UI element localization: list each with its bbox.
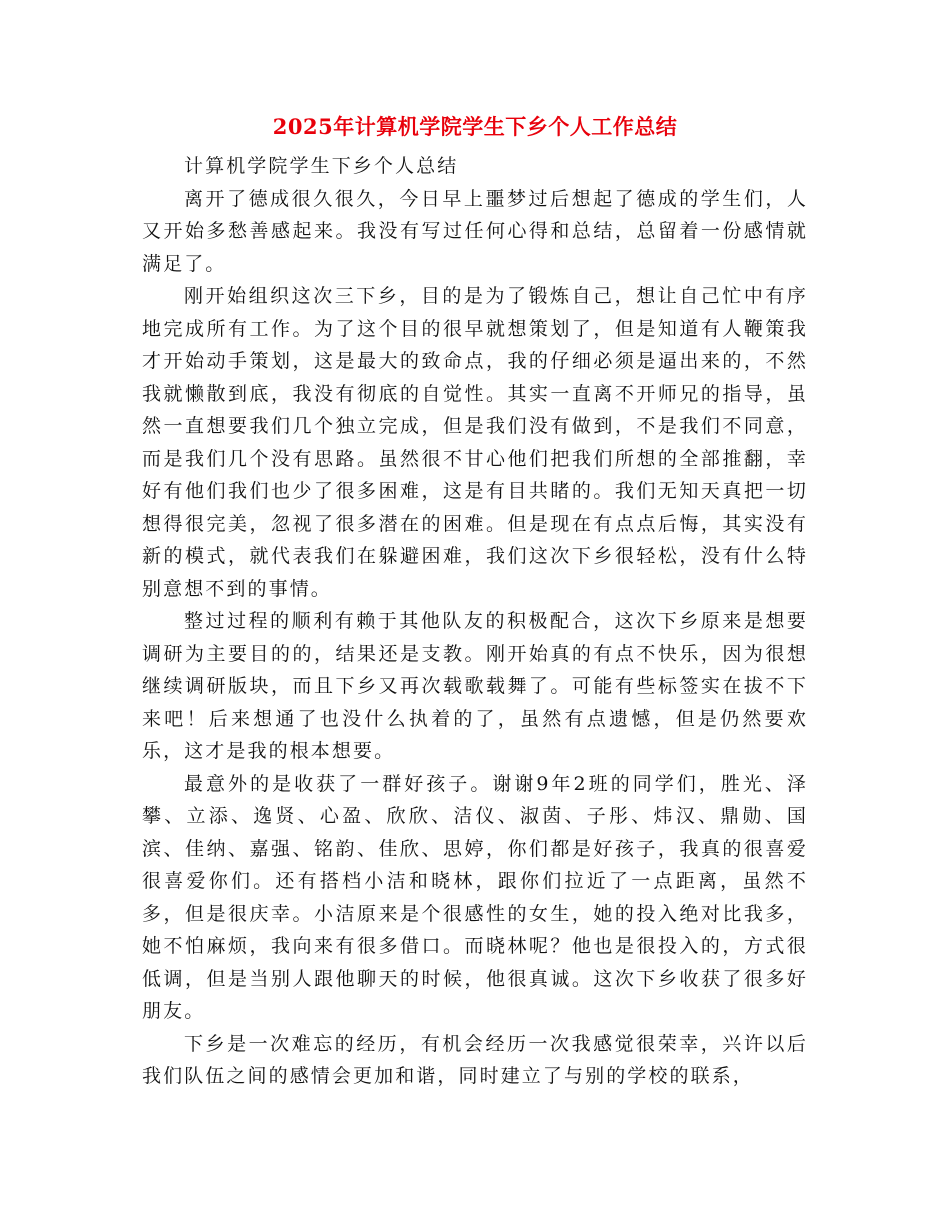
paragraph-5: 下乡是一次难忘的经历，有机会经历一次我感觉很荣幸，兴许以后我们队伍之间的感情会更加和谐，同时建立了与别的学校的联系， xyxy=(142,1032,808,1087)
document-title: 2025年计算机学院学生下乡个人工作总结 xyxy=(272,114,678,139)
paragraph-1: 离开了德成很久很久，今日早上噩梦过后想起了德成的学生们，人又开始多愁善感起来。我没有写过任何心得和总结，总留着一份感情就满足了。 xyxy=(142,187,808,275)
paragraph-3: 整过过程的顺利有赖于其他队友的积极配合，这次下乡原来是想要调研为主要目的的，结果还是支教。刚开始真的有点不快乐，因为很想继续调研版块，而且下乡又再次载歌载舞了。可能有些标签实在拔不下来吧！后来想通了也没什么执着的了，虽然有点遗憾，但是仍然要欢乐，这才是我的根本想要。 xyxy=(142,610,808,762)
document-body xyxy=(142,150,808,1093)
paragraph-4: 最意外的是收获了一群好孩子。谢谢9年2班的同学们，胜光、泽攀、立添、逸贤、心盈、欣欣、洁仪、淑茵、子彤、炜汉、鼎勋、国滨、佳纳、嘉强、铭韵、佳欣、思婷，你们都是好孩子，我真的很喜爱很喜爱你们。还有搭档小洁和晓林，跟你们拉近了一点距离，虽然不多，但是很庆幸。小洁原来是个很感性的女生，她的投入绝对比我多，她不怕麻烦，我向来有很多借口。而晓林呢？他也是很投入的，方式很低调，但是当别人跟他聊天的时候，他很真诚。这次下乡收获了很多好朋友。 xyxy=(142,772,808,1022)
subtitle-paragraph: 计算机学院学生下乡个人总结 xyxy=(184,155,459,177)
paragraph-2: 刚开始组织这次三下乡，目的是为了锻炼自己，想让自己忙中有序地完成所有工作。为了这个目的很早就想策划了，但是知道有人鞭策我才开始动手策划，这是最大的致命点，我的仔细必须是逼出来的，不然我就懒散到底，我没有彻底的自觉性。其实一直离不开师兄的指导，虽然一直想要我们几个独立完成，但是我们没有做到，不是我们不同意，而是我们几个没有思路。虽然很不甘心他们把我们所想的全部推翻，幸好有他们我们也少了很多困难，这是有目共睹的。我们无知天真把一切想得很完美，忽视了很多潜在的困难。但是现在有点点后悔，其实没有新的模式，就代表我们在躲避困难，我们这次下乡很轻松，没有什么特别意想不到的事情。 xyxy=(142,285,808,600)
